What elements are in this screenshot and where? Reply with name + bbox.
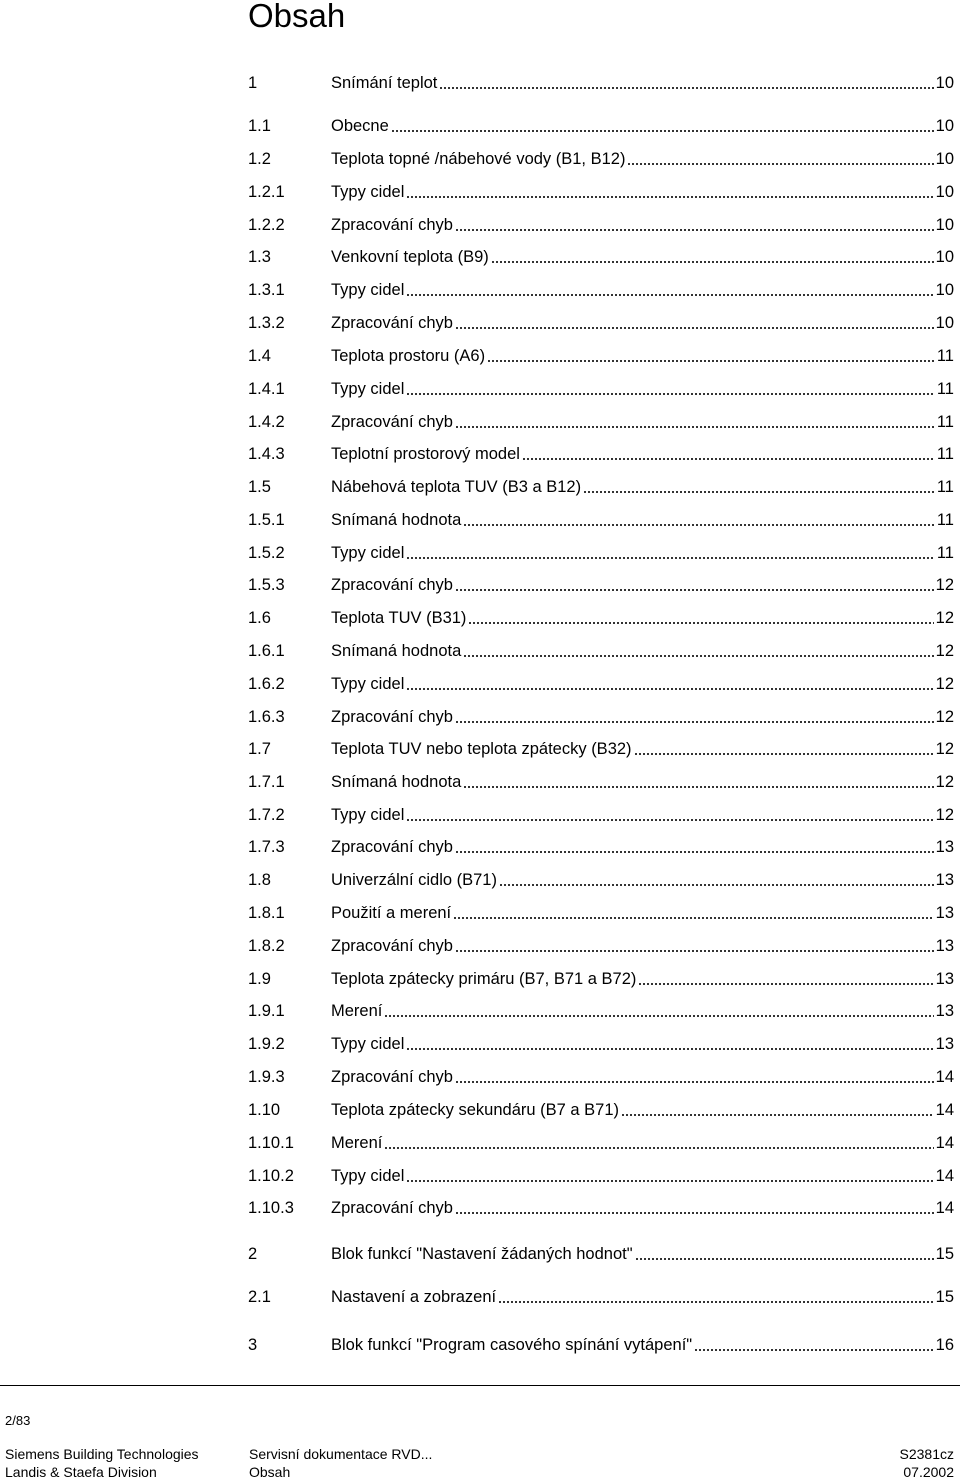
toc-entry-page: 10 xyxy=(935,248,954,266)
toc-entry[interactable] xyxy=(248,1327,954,1355)
toc-entry-title: Univerzální cidlo (B71) xyxy=(331,871,497,889)
toc-entry-number: 1.2.2 xyxy=(248,216,285,234)
footer-company-division: Landis & Staefa Division xyxy=(5,1464,157,1480)
toc-entry-number: 1.6 xyxy=(248,609,271,627)
toc-entry-title: Snímaná hodnota xyxy=(331,642,462,660)
toc-entry-page: 13 xyxy=(935,937,954,955)
toc-entry-number: 1.3.1 xyxy=(248,281,285,299)
toc-dot-leader xyxy=(463,524,935,526)
toc-entry-title: Typy cidel xyxy=(331,1167,405,1185)
toc-entry[interactable] xyxy=(248,65,954,93)
toc-entry-page: 12 xyxy=(935,708,954,726)
toc-entry-page: 14 xyxy=(935,1167,954,1185)
toc-dot-leader xyxy=(498,1301,934,1303)
toc-entry-number: 1.7.3 xyxy=(248,838,285,856)
toc-entry-page: 13 xyxy=(935,838,954,856)
toc-entry-number: 1.7.2 xyxy=(248,806,285,824)
toc-dot-leader xyxy=(406,294,933,296)
toc-entry[interactable] xyxy=(248,961,954,989)
toc-entry-title: Merení xyxy=(331,1002,383,1020)
toc-entry-number: 1.10 xyxy=(248,1101,281,1119)
toc-entry[interactable] xyxy=(248,272,954,300)
toc-dot-leader xyxy=(455,1212,934,1214)
footer-company-name: Siemens Building Technologies xyxy=(5,1446,199,1462)
toc-entry-page: 14 xyxy=(935,1199,954,1217)
toc-entry[interactable] xyxy=(248,1026,954,1054)
toc-entry[interactable] xyxy=(248,633,954,661)
toc-entry-title: Zpracování chyb xyxy=(331,314,453,332)
toc-entry-title: Typy cidel xyxy=(331,183,405,201)
toc-entry-title: Typy cidel xyxy=(331,544,405,562)
toc-entry[interactable] xyxy=(248,371,954,399)
toc-entry-page: 10 xyxy=(935,150,954,168)
toc-entry-number: 1.5.1 xyxy=(248,511,285,529)
toc-entry-number: 1.5.2 xyxy=(248,544,285,562)
page-number: 2/83 xyxy=(5,1413,31,1428)
footer-document-section: Obsah xyxy=(249,1464,291,1480)
toc-entry-title: Blok funkcí "Nastavení žádaných hodnot" xyxy=(331,1245,633,1263)
toc-entry-number: 1.5.3 xyxy=(248,576,285,594)
toc-entry-number: 2 xyxy=(248,1245,258,1263)
toc-entry-page: 12 xyxy=(935,675,954,693)
toc-entry[interactable] xyxy=(248,469,954,497)
toc-entry-title: Teplota zpátecky primáru (B7, B71 a B72) xyxy=(331,970,637,988)
toc-entry-number: 1.4.3 xyxy=(248,445,285,463)
toc-entry-page: 10 xyxy=(935,314,954,332)
toc-entry[interactable] xyxy=(248,207,954,235)
toc-entry-title: Teplota prostoru (A6) xyxy=(331,347,486,365)
toc-dot-leader xyxy=(455,229,934,231)
toc-entry-title: Zpracování chyb xyxy=(331,708,453,726)
toc-entry-title: Teplota TUV (B31) xyxy=(331,609,467,627)
toc-entry-number: 1.8 xyxy=(248,871,271,889)
toc-entry[interactable] xyxy=(248,862,954,890)
toc-dot-leader xyxy=(453,917,934,919)
toc-entry[interactable] xyxy=(248,502,954,530)
toc-entry-page: 12 xyxy=(935,740,954,758)
toc-entry[interactable] xyxy=(248,829,954,857)
toc-entry[interactable] xyxy=(248,993,954,1021)
toc-entry[interactable] xyxy=(248,1092,954,1120)
toc-entry-number: 1.8.1 xyxy=(248,904,285,922)
toc-entry-title: Nastavení a zobrazení xyxy=(331,1288,497,1306)
toc-dot-leader xyxy=(391,130,934,132)
toc-entry[interactable] xyxy=(248,1059,954,1087)
toc-dot-leader xyxy=(406,1180,933,1182)
toc-entry-number: 1.10.2 xyxy=(248,1167,294,1185)
toc-entry-page: 14 xyxy=(935,1134,954,1152)
toc-entry-number: 1.8.2 xyxy=(248,937,285,955)
toc-entry[interactable] xyxy=(248,567,954,595)
toc-entry-number: 3 xyxy=(248,1336,258,1354)
footer-document xyxy=(249,1445,432,1481)
toc-dot-leader xyxy=(455,851,934,853)
toc-dot-leader xyxy=(455,721,934,723)
toc-entry-page: 11 xyxy=(936,544,954,562)
toc-entry[interactable] xyxy=(248,338,954,366)
toc-dot-leader xyxy=(638,983,933,985)
toc-entry[interactable] xyxy=(248,895,954,923)
toc-entry[interactable] xyxy=(248,305,954,333)
toc-entry-number: 1.4 xyxy=(248,347,271,365)
toc-entry[interactable] xyxy=(248,1125,954,1153)
toc-dot-leader xyxy=(487,360,935,362)
toc-dot-leader xyxy=(468,622,933,624)
toc-dot-leader xyxy=(463,786,933,788)
toc-entry-page: 14 xyxy=(935,1101,954,1119)
toc-entry-title: Obecne xyxy=(331,117,389,135)
toc-dot-leader xyxy=(634,753,934,755)
toc-entry[interactable] xyxy=(248,764,954,792)
footer-document-date: 07.2002 xyxy=(903,1464,954,1480)
toc-entry-page: 13 xyxy=(935,1035,954,1053)
footer-document-code: S2381cz xyxy=(899,1446,954,1462)
toc-entry[interactable] xyxy=(248,174,954,202)
toc-dot-leader xyxy=(627,163,933,165)
toc-entry-number: 1.9.1 xyxy=(248,1002,285,1020)
toc-entry-page: 15 xyxy=(935,1245,954,1263)
toc-entry-title: Teplota zpátecky sekundáru (B7 a B71) xyxy=(331,1101,620,1119)
toc-entry-page: 14 xyxy=(935,1068,954,1086)
toc-entry-title: Snímání teplot xyxy=(331,74,438,92)
footer-divider xyxy=(0,1385,960,1386)
toc-entry-number: 2.1 xyxy=(248,1288,271,1306)
toc-entry[interactable] xyxy=(248,797,954,825)
toc-entry[interactable] xyxy=(248,1190,954,1218)
toc-entry[interactable] xyxy=(248,928,954,956)
toc-entry-number: 1.9.2 xyxy=(248,1035,285,1053)
toc-entry[interactable] xyxy=(248,436,954,464)
toc-entry[interactable] xyxy=(248,666,954,694)
toc-entry-page: 10 xyxy=(935,216,954,234)
toc-entry-title: Teplota topné /nábehové vody (B1, B12) xyxy=(331,150,626,168)
toc-entry-number: 1.7.1 xyxy=(248,773,285,791)
toc-entry-title: Zpracování chyb xyxy=(331,576,453,594)
toc-dot-leader xyxy=(491,261,934,263)
toc-dot-leader xyxy=(406,688,933,690)
toc-entry-title: Teplota TUV nebo teplota zpátecky (B32) xyxy=(331,740,632,758)
toc-entry-title: Použití a merení xyxy=(331,904,452,922)
toc-dot-leader xyxy=(499,884,934,886)
toc-entry-title: Venkovní teplota (B9) xyxy=(331,248,489,266)
toc-entry-number: 1.4.1 xyxy=(248,380,285,398)
toc-entry[interactable] xyxy=(248,239,954,267)
toc-entry-number: 1.3.2 xyxy=(248,314,285,332)
toc-entry-page: 12 xyxy=(935,806,954,824)
page-title: Obsah xyxy=(248,0,346,34)
toc-entry-page: 10 xyxy=(935,183,954,201)
toc-entry-number: 1.9 xyxy=(248,970,271,988)
toc-entry-page: 10 xyxy=(935,117,954,135)
toc-entry-page: 11 xyxy=(936,347,954,365)
toc-dot-leader xyxy=(463,655,933,657)
table-of-contents xyxy=(248,0,954,1400)
toc-entry[interactable] xyxy=(248,699,954,727)
toc-entry-page: 13 xyxy=(935,1002,954,1020)
toc-entry-page: 15 xyxy=(935,1288,954,1306)
toc-entry-page: 13 xyxy=(935,970,954,988)
toc-entry-title: Zpracování chyb xyxy=(331,838,453,856)
toc-entry-number: 1.10.3 xyxy=(248,1199,294,1217)
toc-entry-number: 1.6.3 xyxy=(248,708,285,726)
toc-entry-page: 10 xyxy=(935,281,954,299)
toc-entry-number: 1.9.3 xyxy=(248,1068,285,1086)
toc-entry-title: Typy cidel xyxy=(331,806,405,824)
toc-entry-number: 1.7 xyxy=(248,740,271,758)
toc-entry-number: 1 xyxy=(248,74,258,92)
toc-entry-title: Typy cidel xyxy=(331,380,405,398)
toc-dot-leader xyxy=(455,589,934,591)
toc-entry-page: 12 xyxy=(935,609,954,627)
toc-entry-title: Teplotní prostorový model xyxy=(331,445,520,463)
toc-entry-page: 11 xyxy=(936,445,954,463)
toc-dot-leader xyxy=(439,87,933,89)
toc-dot-leader xyxy=(384,1015,933,1017)
toc-dot-leader xyxy=(406,557,934,559)
toc-entry[interactable] xyxy=(248,1236,954,1264)
toc-entry-title: Merení xyxy=(331,1134,383,1152)
toc-entry-number: 1.6.2 xyxy=(248,675,285,693)
toc-entry-title: Zpracování chyb xyxy=(331,216,453,234)
toc-entry-number: 1.5 xyxy=(248,478,271,496)
toc-entry-page: 11 xyxy=(936,413,954,431)
toc-entry-number: 1.1 xyxy=(248,117,271,135)
toc-dot-leader xyxy=(455,950,934,952)
toc-entry[interactable] xyxy=(248,600,954,628)
toc-entry-title: Nábehová teplota TUV (B3 a B12) xyxy=(331,478,582,496)
toc-entry[interactable] xyxy=(248,731,954,759)
toc-entry-page: 11 xyxy=(936,511,954,529)
toc-entry-number: 1.2 xyxy=(248,150,271,168)
toc-entry-title: Zpracování chyb xyxy=(331,937,453,955)
toc-entry-page: 12 xyxy=(935,773,954,791)
toc-entry-number: 1.10.1 xyxy=(248,1134,294,1152)
toc-entry-page: 13 xyxy=(935,904,954,922)
toc-entry-page: 12 xyxy=(935,576,954,594)
toc-entry-title: Zpracování chyb xyxy=(331,1068,453,1086)
toc-entry-page: 16 xyxy=(935,1336,954,1354)
toc-entry-number: 1.6.1 xyxy=(248,642,285,660)
toc-entry-title: Typy cidel xyxy=(331,675,405,693)
toc-dot-leader xyxy=(455,327,934,329)
toc-dot-leader xyxy=(384,1147,933,1149)
toc-entry[interactable] xyxy=(248,535,954,563)
toc-dot-leader xyxy=(621,1114,934,1116)
toc-dot-leader xyxy=(406,393,934,395)
toc-entry-title: Blok funkcí "Program casového spínání vytápení" xyxy=(331,1336,693,1354)
toc-entry-page: 13 xyxy=(935,871,954,889)
toc-entry[interactable] xyxy=(248,404,954,432)
toc-dot-leader xyxy=(406,196,933,198)
toc-dot-leader xyxy=(583,491,935,493)
toc-entry-title: Snímaná hodnota xyxy=(331,773,462,791)
toc-entry[interactable] xyxy=(248,1158,954,1186)
toc-entry-title: Typy cidel xyxy=(331,281,405,299)
toc-entry-number: 1.3 xyxy=(248,248,271,266)
toc-entry-title: Snímaná hodnota xyxy=(331,511,462,529)
toc-dot-leader xyxy=(635,1258,934,1260)
toc-dot-leader xyxy=(455,1081,934,1083)
toc-entry-title: Zpracování chyb xyxy=(331,413,453,431)
toc-entry[interactable] xyxy=(248,141,954,169)
toc-dot-leader xyxy=(406,1048,933,1050)
toc-entry[interactable] xyxy=(248,1279,954,1307)
toc-dot-leader xyxy=(694,1349,933,1351)
footer-document-title: Servisní dokumentace RVD... xyxy=(249,1446,433,1462)
toc-dot-leader xyxy=(522,458,935,460)
toc-dot-leader xyxy=(455,426,935,428)
toc-entry-title: Typy cidel xyxy=(331,1035,405,1053)
toc-entry-page: 12 xyxy=(935,642,954,660)
toc-entry-number: 1.4.2 xyxy=(248,413,285,431)
toc-dot-leader xyxy=(406,819,933,821)
footer-code xyxy=(900,1445,954,1481)
toc-entry-page: 10 xyxy=(935,74,954,92)
toc-entry-page: 11 xyxy=(936,380,954,398)
toc-entry-page: 11 xyxy=(936,478,954,496)
toc-entry-title: Zpracování chyb xyxy=(331,1199,453,1217)
toc-entry-number: 1.2.1 xyxy=(248,183,285,201)
toc-entry[interactable] xyxy=(248,108,954,136)
footer-company xyxy=(5,1445,199,1481)
